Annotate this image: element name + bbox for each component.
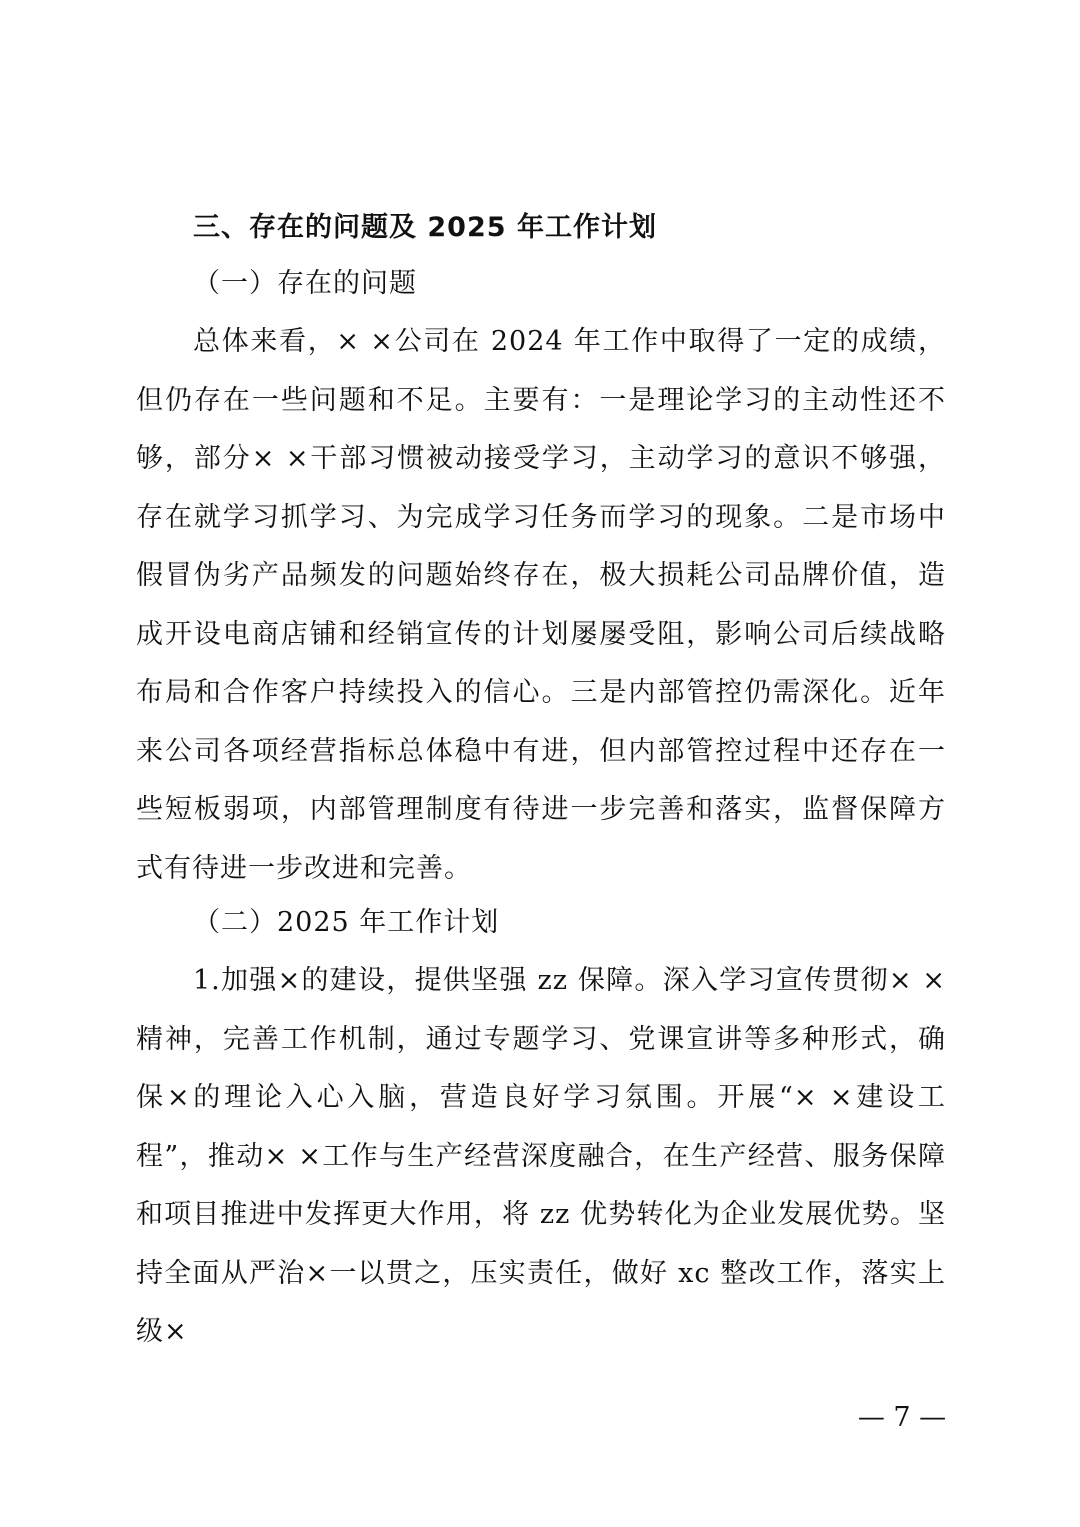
section-heading: 三、存在的问题及 2025 年工作计划 (193, 212, 657, 243)
page-number: — 7 — (857, 1402, 947, 1433)
subheading-existing-problems: （一）存在的问题 (193, 268, 417, 299)
subheading-work-plan: （二）2025 年工作计划 (193, 907, 500, 938)
paragraph-existing-problems: 总体来看，× ×公司在 2024 年工作中取得了一定的成绩，但仍存在一些问题和不足。主要有：一是理论学习的主动性还不够，部分× ×干部习惯被动接受学习，主动学习的意识不够强，存在就学习抓学习、为完成学习任务而学习的现象。二是市场中假冒伪劣产品频发的问题始终存在，极大损耗公司品牌价值，造成开设电商店铺和经销宣传的计划屡屡受阻，影响公司后续战略布局和合作客户持续投入的信心。三是内部管控仍需深化。近年来公司各项经营指标总体稳中有进，但内部管控过程中还存在一些短板弱项，内部管理制度有待进一步完善和落实，监督保障方式有待进一步改进和完善。 (136, 326, 946, 884)
paragraph-work-plan: 1.加强×的建设，提供坚强 zz 保障。深入学习宣传贯彻× ×精神，完善工作机制，通过专题学习、党课宣讲等多种形式，确保×的理论入心入脑，营造良好学习氛围。开展“× ×建设工程”，推动× ×工作与生产经营深度融合，在生产经营、服务保障和项目推进中发挥更大作用，将 zz 优势转化为企业发展优势。坚持全面从严治×一以贯之，压实责任，做好 xc 整改工作，落实上级× (136, 965, 946, 1347)
